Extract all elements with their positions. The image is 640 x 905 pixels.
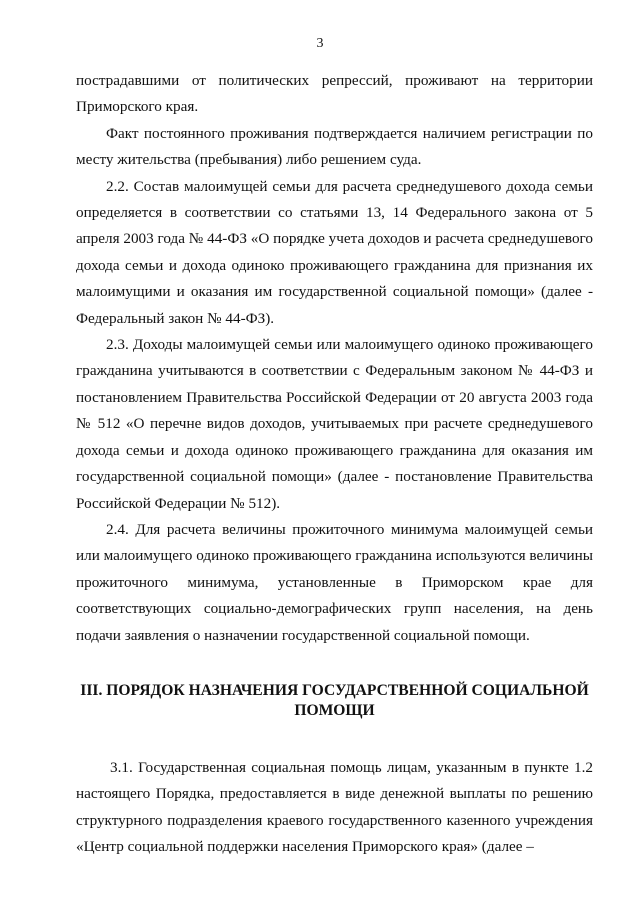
section-heading: III. ПОРЯДОК НАЗНАЧЕНИЯ ГОСУДАРСТВЕННОЙ СОЦИАЛЬНОЙ ПОМОЩИ [80,681,589,719]
document-body [76,68,593,861]
paragraph: 2.2. Состав малоимущей семьи для расчета среднедушевого дохода семьи определяется в соответствии со статьями 13, 14 Федерального закона от 5 апреля 2003 года № 44-ФЗ «О порядке учета доходов и расчета среднедушевого дохода семьи и дохода одиноко проживающего гражданина для признания их малоимущими и оказания им государственной социальной помощи» (далее - Федеральный закон № 44-ФЗ). [76,177,593,327]
paragraph: 2.3. Доходы малоимущей семьи или малоимущего одиноко проживающего гражданина учитываются в соответствии с Федеральным законом № 44-ФЗ и постановлением Правительства Российской Федерации от 20 августа 2003 года № 512 «О перечне видов доходов, учитываемых при расчете среднедушевого дохода семьи и дохода одиноко проживающего гражданина для оказания им государственной социальной помощи» (далее - постановление Правительства Российской Федерации № 512). [76,336,593,512]
page-number: 3 [316,36,324,51]
paragraph: пострадавшими от политических репрессий, проживают на территории Приморского края. [76,72,593,116]
paragraph: 2.4. Для расчета величины прожиточного минимума малоимущей семьи или малоимущего одиноко проживающего гражданина используются величины прожиточного минимума, установленные в Приморском крае для соответствующих социально-демографических групп населения, на день подачи заявления о назначении государственной социальной помощи. [76,520,593,644]
paragraph: 3.1. Государственная социальная помощь лицам, указанным в пункте 1.2 настоящего Порядка, предоставляется в виде денежной выплаты по решению структурного подразделения краевого государственного казенного учреждения «Центр социальной поддержки населения Приморского края» (далее – [76,758,593,856]
paragraph: Факт постоянного проживания подтверждается наличием регистрации по месту жительства (пребывания) либо решением суда. [76,124,593,169]
